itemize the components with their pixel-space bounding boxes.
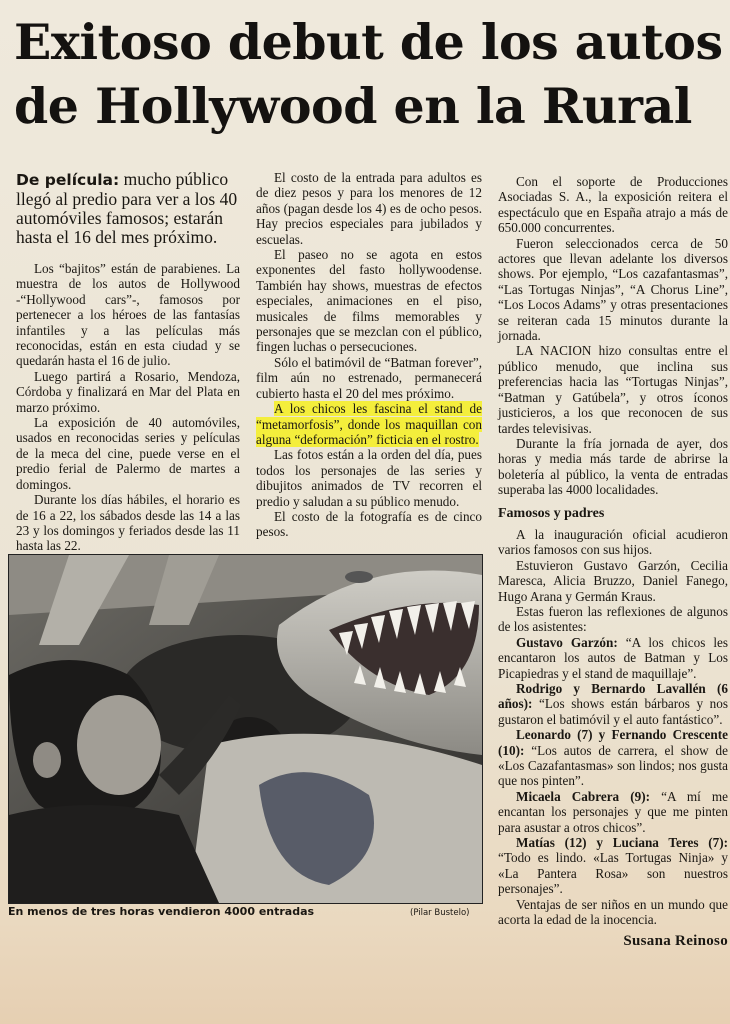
paragraph: La exposición de 40 automóviles, usados en reconocidas series y películas de la meca del cine, puede verse en el predio ferial de Palermo de martes a domingos.: [16, 415, 240, 492]
paragraph: Estuvieron Gustavo Garzón, Cecilia Maresca, Alicia Bruzzo, Daniel Fanego, Hugo Arana y Germán Kraus.: [498, 557, 728, 604]
paragraph: Fueron seleccionados cerca de 50 actores que llevan adelante los diversos shows. Por ejemplo, “Los cazafantasmas”, “Las Tortugas Ninjas”, “A Chorus Line”, “Los Locos Adams” y otras presentaciones se reiteran cada 15 minutos durante la jornada.: [498, 235, 728, 344]
photo-caption: En menos de tres horas vendieron 4000 entradas: [8, 905, 315, 918]
highlighted-paragraph: [256, 401, 482, 447]
lead: [16, 170, 240, 247]
quote: [498, 789, 728, 835]
quote-speaker: Matías (12) y Luciana Teres (7):: [516, 835, 728, 851]
author-byline: Susana Reinoso: [623, 932, 728, 949]
paragraph: A la inauguración oficial acudieron varios famosos con sus hijos.: [498, 526, 728, 558]
paragraph: El costo de la fotografía es de cinco pesos.: [256, 508, 482, 540]
quote-speaker: Micaela Cabrera (9):: [516, 788, 651, 804]
highlighted-text: A los chicos les fascina el stand de “metamorfosis”, donde los maquillan con alguna “deformación” ficticia en el rostro.: [256, 401, 482, 447]
column-3: [498, 174, 728, 949]
paragraph: Las fotos están a la orden del día, pues todos los personajes de las series y dibujitos animados de TV recorren el predio y saludan a su público menudo.: [256, 447, 482, 509]
quote: [498, 835, 728, 897]
quote-text: “Los shows están bárbaros y nos gustaron el batimóvil y el auto fantástico”.: [498, 696, 728, 727]
quote-text: “A los chicos les encantaron los autos de Batman y Los Picapiedras y el stand de maquillaje”.: [498, 634, 728, 681]
paragraph: Sólo el batimóvil de “Batman forever”, film aún no estrenado, permanecerá cubierto hasta el 20 del mes próximo.: [256, 354, 482, 401]
paragraph: LA NACION hizo consultas entre el público menudo, que inclina sus preferencias hacia las “Tortugas Ninjas”, “Batman y Gatúbela”, y otros íconos justicieros, a los que reconocen de sus tardes televisivas.: [498, 343, 728, 436]
column-2: [256, 170, 482, 540]
lead-kicker: De película:: [16, 171, 120, 189]
paragraph: Durante los días hábiles, el horario es de 16 a 22, los sábados desde las 14 a las 23 y los domingos y feriados desde las 11 hasta las 22.: [16, 492, 240, 554]
photo-illustration: [9, 555, 482, 903]
quote-text: “Los autos de carrera, el show de «Los Cazafantasmas» son lindos; nos gusta que nos pinten”.: [498, 742, 728, 789]
paragraph: El costo de la entrada para adultos es de diez pesos y para los menores de 12 años (pagan desde los 4) es de ocho pesos. Hay precios especiales para jubilados y escuelas.: [256, 170, 482, 247]
quote-text: “A mí me encantan los personajes y que me pinten para asustar a otros chicos”.: [498, 788, 728, 835]
article-photo: [8, 554, 483, 904]
quote-speaker: Rodrigo y Bernardo Lavallén (6 años):: [498, 681, 728, 712]
paragraph: Estas fueron las reflexiones de algunos de los asistentes:: [498, 603, 728, 635]
quote: [498, 635, 728, 681]
lead-text: mucho público llegó al predio para ver a los 40 automóviles famosos; estarán hasta el 16 del mes próximo.: [16, 169, 238, 247]
paragraph: Ventajas de ser niños en un mundo que acorta la edad de la inocencia.: [498, 896, 728, 928]
photo-credit: (Pilar Bustelo): [410, 908, 470, 918]
column-1: [16, 170, 240, 554]
paragraph: Durante la fría jornada de ayer, dos horas y media más tarde de abrirse la boletería al público, la venta de entradas superaba las 4000 localidades.: [498, 435, 728, 498]
paragraph: El paseo no se agota en estos exponentes del fasto hollywoodense. También hay shows, muestras de efectos especiales, animaciones en el piso, musicales de films memorables y personajes que se mezclan con el público, fingen luchas o persecuciones.: [256, 247, 482, 355]
paragraph: Luego partirá a Rosario, Mendoza, Córdoba y finalizará en Mar del Plata en marzo próximo.: [16, 368, 240, 415]
quote-speaker: Leonardo (7) y Fernando Crescente (10):: [498, 727, 728, 758]
quote: [498, 727, 728, 789]
quote-text: “Todo es lindo. «Las Tortugas Ninja» y «La Pantera Rosa» son nuestros personajes”.: [498, 850, 728, 897]
paragraph: Con el soporte de Producciones Asociadas S. A., la exposición reitera el espectáculo que en España atrajo a más de 650.000 concurrentes.: [498, 174, 728, 236]
paragraph: Los “bajitos” están de parabienes. La muestra de los autos de Hollywood -“Hollywood cars”-, famosos por pertenecer a los héroes de las fantasías infantiles y a las películas más reconocidas, están en esta ciudad y se quedarán hasta el 16 de julio.: [16, 261, 240, 369]
headline: Exitoso debut de los autos de Hollywood en la Rural: [14, 13, 723, 135]
quote: [498, 681, 728, 727]
subheading: Famosos y padres: [498, 505, 605, 521]
quote-speaker: Gustavo Garzón:: [516, 634, 618, 650]
